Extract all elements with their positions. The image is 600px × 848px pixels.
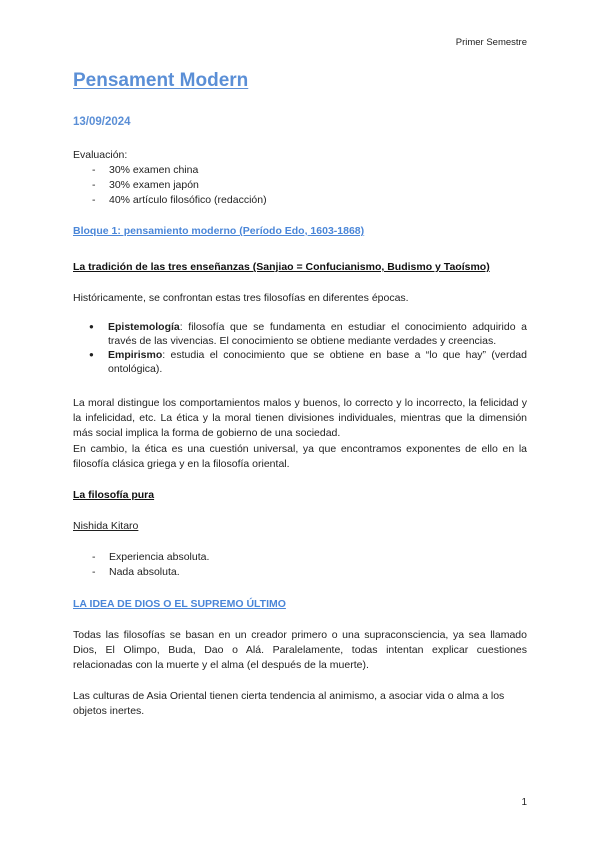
tradition-heading: La tradición de las tres enseñanzas (Sanjiao = Confucianismo, Budismo y Taoísmo) — [73, 261, 490, 273]
block1-heading: Bloque 1: pensamiento moderno (Período Edo, 1603-1868) — [73, 225, 365, 237]
page-number: 1 — [521, 797, 527, 808]
ethics-paragraph: En cambio, la ética es una cuestión universal, ya que encontramos exponentes de ello en la filosofía clásica griega y en la filosofía oriental. — [73, 443, 527, 470]
list-item: - Experiencia absoluta. — [92, 550, 492, 565]
definition-item — [89, 320, 527, 348]
animism-paragraph: Las culturas de Asia Oriental tienen cierta tendencia al animismo, a asociar vida o alma a los objetos inertes. — [73, 690, 505, 717]
lecture-date: 13/09/2024 — [73, 116, 131, 128]
page-header: Primer Semestre — [455, 37, 527, 48]
definition-text: : filosofía que se fundamenta en estudiar el conocimiento adquirido a través de las vivencias. El conocimiento se obtiene mediante verdades y creencias. — [108, 321, 527, 347]
list-item: - 30% examen japón — [92, 178, 532, 193]
page-title: Pensament Modern — [73, 70, 249, 91]
god-heading: LA IDEA DE DIOS O EL SUPREMO ÚLTIMO — [73, 598, 286, 610]
definition-term: Epistemología — [108, 321, 180, 333]
pure-philosophy-heading: La filosofía pura — [73, 489, 155, 501]
definition-text: : estudia el conocimiento que se obtiene en base a “lo que hay” (verdad ontológica). — [108, 349, 527, 375]
list-item: - 40% artículo filosófico (redacción) — [92, 193, 532, 208]
philosopher-name: Nishida Kitaro — [73, 520, 139, 532]
definition-term: Empirismo — [108, 349, 163, 361]
list-item: - Nada absoluta. — [92, 565, 492, 580]
definition-item — [89, 348, 527, 376]
historic-paragraph: Históricamente, se confrontan estas tres filosofías en diferentes épocas. — [73, 292, 409, 304]
list-item: - 30% examen china — [92, 163, 532, 178]
god-paragraph: Todas las filosofías se basan en un creador primero o una supraconsciencia, ya sea llamado Dios, El Olimpo, Buda, Dao o Alá. Paralelamente, todas intentan explicar cuestiones relacionadas con la muerte y el alma (el después de la muerte). — [73, 629, 527, 671]
evaluation-label: Evaluación: — [73, 149, 128, 161]
evaluation-list — [92, 163, 532, 208]
definitions-list — [89, 320, 527, 376]
nishida-list — [92, 550, 492, 580]
moral-paragraph: La moral distingue los comportamientos malos y buenos, lo correcto y lo incorrecto, la felicidad y la infelicidad, etc. La ética y la moral tienen divisiones individuales, mientras que la dimensión más social implica la forma de gobierno de una sociedad. — [73, 397, 527, 439]
